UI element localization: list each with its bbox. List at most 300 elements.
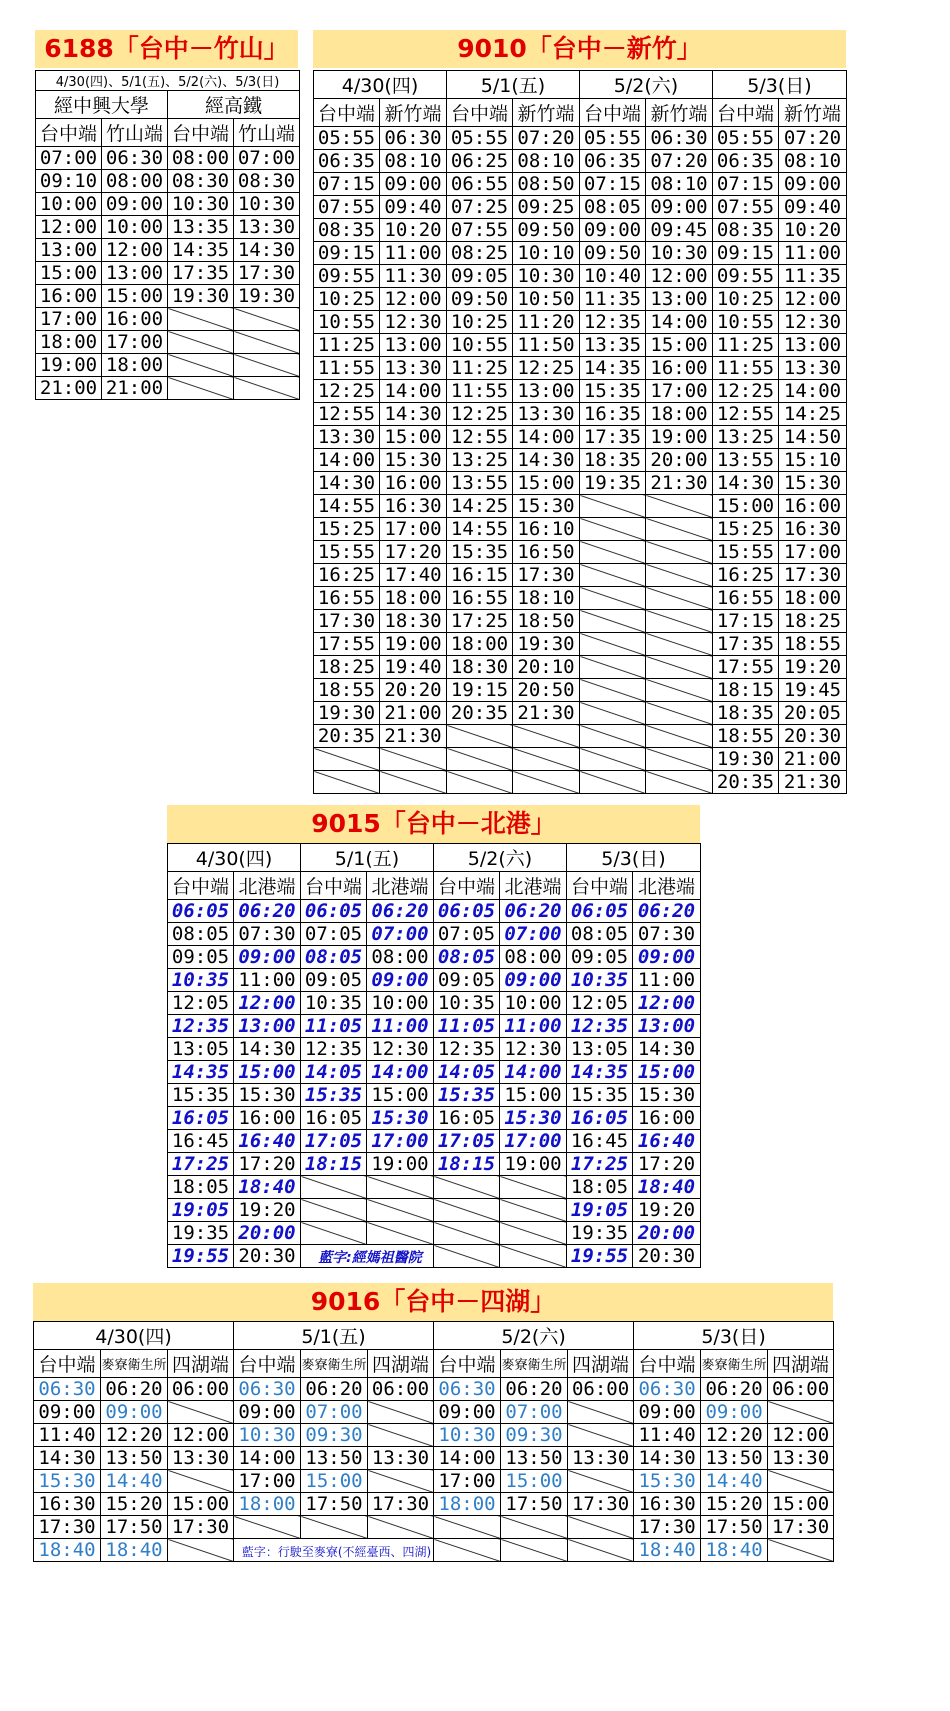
time-cell — [633, 1015, 701, 1038]
time-cell — [779, 357, 847, 380]
time-cell — [634, 1447, 701, 1470]
time-cell — [168, 923, 234, 946]
time-cell — [580, 173, 646, 196]
time-value: 14:00 — [783, 380, 842, 402]
time-value: 07:25 — [450, 196, 509, 218]
time-value: 09:15 — [317, 242, 376, 264]
time-value: 09:00 — [105, 1401, 163, 1423]
no-service-cell — [234, 331, 300, 354]
time-value: 14:25 — [783, 403, 842, 425]
time-cell — [779, 656, 847, 679]
time-cell — [168, 1153, 234, 1176]
time-cell — [102, 331, 168, 354]
no-service-cell — [580, 633, 646, 656]
time-value: 19:20 — [637, 1199, 696, 1221]
day-header: 4/30(四) — [34, 1322, 234, 1350]
table-row — [36, 147, 300, 170]
time-cell — [633, 946, 701, 969]
time-cell — [633, 1199, 701, 1222]
time-cell — [367, 969, 434, 992]
time-value: 19:00 — [504, 1153, 562, 1175]
time-cell — [368, 1493, 434, 1516]
time-value: 15:20 — [105, 1493, 163, 1515]
time-cell — [301, 992, 367, 1015]
time-value: 15:30 — [38, 1470, 96, 1492]
time-cell — [513, 196, 580, 219]
time-value: 09:00 — [38, 1401, 96, 1423]
time-cell — [168, 1516, 234, 1539]
time-value: 10:25 — [317, 288, 376, 310]
time-cell — [434, 1424, 501, 1447]
time-value: 15:00 — [504, 1084, 562, 1106]
time-cell — [447, 541, 513, 564]
no-service-cell — [434, 1176, 500, 1199]
no-service-cell — [314, 771, 380, 794]
time-cell — [779, 495, 847, 518]
time-value: 12:00 — [771, 1424, 830, 1446]
time-value: 12:35 — [171, 1015, 230, 1037]
time-cell — [434, 1061, 500, 1084]
time-cell — [301, 1130, 367, 1153]
time-value: 17:30 — [517, 564, 575, 586]
time-cell — [447, 518, 513, 541]
time-value: 13:30 — [517, 403, 575, 425]
time-cell — [646, 357, 713, 380]
time-cell — [314, 633, 380, 656]
time-cell — [380, 196, 447, 219]
time-cell — [434, 1493, 501, 1516]
time-value: 18:40 — [105, 1539, 163, 1561]
time-value: 10:55 — [716, 311, 775, 333]
no-service-cell — [301, 1516, 368, 1539]
time-value: 15:25 — [716, 518, 775, 540]
time-value: 11:00 — [637, 969, 696, 991]
time-cell — [234, 1199, 301, 1222]
time-value: 17:30 — [237, 262, 296, 284]
time-cell — [779, 748, 847, 771]
day-header: 5/2(六) — [580, 71, 713, 99]
time-cell — [779, 541, 847, 564]
time-cell — [434, 900, 500, 923]
time-value: 15:25 — [317, 518, 376, 540]
time-value: 13:30 — [317, 426, 376, 448]
time-value: 18:00 — [650, 403, 708, 425]
time-value: 07:00 — [237, 147, 296, 169]
time-value: 06:20 — [705, 1378, 763, 1400]
time-value: 09:00 — [650, 196, 708, 218]
time-cell — [301, 1153, 367, 1176]
time-cell — [447, 426, 513, 449]
time-cell — [580, 288, 646, 311]
no-service-cell — [646, 610, 713, 633]
time-cell — [779, 702, 847, 725]
table-row — [168, 1107, 701, 1130]
time-value: 13:30 — [384, 357, 442, 379]
no-service-cell — [368, 1470, 434, 1493]
time-value: 14:30 — [638, 1447, 696, 1469]
no-service-cell — [301, 1199, 367, 1222]
time-value: 18:15 — [716, 679, 775, 701]
time-value: 15:00 — [650, 334, 708, 356]
time-cell — [314, 702, 380, 725]
time-cell — [380, 150, 447, 173]
column-header: 北港端 — [234, 872, 301, 900]
time-value: 15:00 — [517, 472, 575, 494]
time-value: 07:20 — [783, 127, 842, 149]
time-value: 06:05 — [570, 900, 629, 922]
time-cell — [513, 472, 580, 495]
time-value: 06:05 — [437, 900, 496, 922]
time-value: 14:25 — [450, 495, 509, 517]
time-cell — [501, 1424, 568, 1447]
no-service-cell — [368, 1516, 434, 1539]
no-service-cell — [301, 1222, 367, 1245]
time-value: 10:35 — [304, 992, 363, 1014]
time-value: 17:30 — [38, 1516, 96, 1538]
no-service-cell — [580, 771, 646, 794]
time-value: 07:15 — [317, 173, 376, 195]
time-cell — [447, 587, 513, 610]
time-cell — [633, 923, 701, 946]
table-row — [36, 354, 300, 377]
time-cell — [501, 1493, 568, 1516]
time-cell — [367, 1038, 434, 1061]
time-cell — [513, 679, 580, 702]
time-cell — [36, 216, 102, 239]
time-value: 12:00 — [39, 216, 98, 238]
table-row — [168, 1176, 701, 1199]
time-value: 11:00 — [504, 1015, 562, 1037]
time-cell — [513, 403, 580, 426]
time-value: 15:00 — [384, 426, 442, 448]
time-value: 19:05 — [171, 1199, 230, 1221]
time-value: 13:00 — [105, 262, 164, 284]
time-cell — [314, 288, 380, 311]
time-value: 19:35 — [171, 1222, 230, 1244]
column-header: 台中端 — [234, 1350, 301, 1378]
time-value: 21:00 — [384, 702, 442, 724]
time-cell — [713, 610, 779, 633]
time-cell — [36, 377, 102, 400]
time-cell — [779, 725, 847, 748]
time-cell — [314, 150, 380, 173]
time-cell — [500, 1038, 567, 1061]
time-value: 16:50 — [517, 541, 575, 563]
time-cell — [168, 262, 234, 285]
time-value: 14:00 — [650, 311, 708, 333]
time-value: 08:10 — [517, 150, 575, 172]
time-value: 08:25 — [450, 242, 509, 264]
time-value: 09:00 — [371, 969, 429, 991]
time-cell — [580, 311, 646, 334]
column-header: 麥寮衛生所 — [501, 1350, 568, 1378]
time-cell — [101, 1539, 168, 1562]
time-cell — [634, 1516, 701, 1539]
time-cell — [779, 242, 847, 265]
time-value: 06:20 — [505, 1378, 563, 1400]
no-service-cell — [580, 587, 646, 610]
time-value: 10:35 — [437, 992, 496, 1014]
time-cell — [634, 1424, 701, 1447]
no-service-cell — [368, 1424, 434, 1447]
time-value: 17:00 — [384, 518, 442, 540]
time-cell — [580, 219, 646, 242]
time-value: 12:00 — [105, 239, 164, 261]
no-service-cell — [646, 679, 713, 702]
time-cell — [513, 633, 580, 656]
time-value: 16:30 — [783, 518, 842, 540]
time-cell — [234, 1015, 301, 1038]
time-value: 18:00 — [238, 1493, 296, 1515]
time-cell — [380, 495, 447, 518]
time-value: 07:00 — [504, 923, 562, 945]
time-cell — [380, 449, 447, 472]
time-value: 10:00 — [371, 992, 429, 1014]
time-value: 09:40 — [783, 196, 842, 218]
time-cell — [434, 969, 500, 992]
time-cell — [434, 923, 500, 946]
time-value: 11:40 — [638, 1424, 696, 1446]
time-cell — [713, 426, 779, 449]
time-cell — [646, 150, 713, 173]
time-value: 10:00 — [105, 216, 164, 238]
time-value: 18:10 — [517, 587, 575, 609]
time-value: 12:35 — [583, 311, 642, 333]
time-cell — [768, 1424, 834, 1447]
time-cell — [634, 1401, 701, 1424]
time-cell — [367, 1153, 434, 1176]
time-value: 12:05 — [570, 992, 629, 1014]
time-value: 18:30 — [384, 610, 442, 632]
table-row — [168, 969, 701, 992]
column-header: 台中端 — [634, 1350, 701, 1378]
time-cell — [34, 1493, 101, 1516]
no-service-cell — [447, 725, 513, 748]
time-cell — [168, 1176, 234, 1199]
time-value: 16:30 — [638, 1493, 696, 1515]
time-cell — [234, 1107, 301, 1130]
no-service-cell — [513, 725, 580, 748]
column-header: 新竹端 — [380, 99, 447, 127]
time-cell — [380, 426, 447, 449]
time-cell — [34, 1539, 101, 1562]
time-cell — [102, 170, 168, 193]
no-service-cell — [380, 771, 447, 794]
time-cell — [380, 725, 447, 748]
time-value: 20:00 — [238, 1222, 296, 1244]
time-value: 09:00 — [583, 219, 642, 241]
time-cell — [713, 725, 779, 748]
time-cell — [101, 1493, 168, 1516]
time-value: 08:10 — [650, 173, 708, 195]
no-service-cell — [434, 1222, 500, 1245]
time-value: 05:55 — [583, 127, 642, 149]
time-cell — [301, 923, 367, 946]
time-value: 16:30 — [384, 495, 442, 517]
table-row — [314, 610, 847, 633]
time-value: 15:00 — [771, 1493, 830, 1515]
time-value: 16:40 — [637, 1130, 696, 1152]
time-value: 07:30 — [637, 923, 696, 945]
table-row — [36, 170, 300, 193]
time-cell — [701, 1401, 768, 1424]
time-value: 18:00 — [384, 587, 442, 609]
time-cell — [434, 1470, 501, 1493]
time-cell — [779, 288, 847, 311]
time-value: 09:00 — [238, 946, 296, 968]
time-value: 14:00 — [317, 449, 376, 471]
time-value: 21:30 — [517, 702, 575, 724]
time-value: 06:05 — [304, 900, 363, 922]
no-service-cell — [646, 495, 713, 518]
column-header: 台中端 — [713, 99, 779, 127]
time-cell — [779, 449, 847, 472]
time-cell — [34, 1401, 101, 1424]
time-value: 10:30 — [517, 265, 575, 287]
time-cell — [580, 357, 646, 380]
time-cell — [34, 1470, 101, 1493]
time-value: 13:30 — [237, 216, 296, 238]
time-value: 15:00 — [171, 1493, 230, 1515]
time-value: 15:55 — [716, 541, 775, 563]
time-cell — [447, 265, 513, 288]
time-value: 14:00 — [384, 380, 442, 402]
time-cell — [646, 403, 713, 426]
time-value: 06:30 — [384, 127, 442, 149]
time-value: 14:00 — [238, 1447, 296, 1469]
time-cell — [34, 1516, 101, 1539]
time-cell — [500, 1015, 567, 1038]
time-value: 12:30 — [783, 311, 842, 333]
no-service-cell — [646, 518, 713, 541]
time-cell — [633, 969, 701, 992]
time-value: 10:55 — [450, 334, 509, 356]
time-value: 06:30 — [638, 1378, 696, 1400]
no-service-cell — [513, 771, 580, 794]
table-row — [168, 900, 701, 923]
time-value: 20:35 — [450, 702, 509, 724]
time-cell — [713, 656, 779, 679]
time-value: 17:40 — [384, 564, 442, 586]
time-value: 15:30 — [517, 495, 575, 517]
time-value: 18:35 — [583, 449, 642, 471]
time-cell — [779, 265, 847, 288]
time-cell — [368, 1447, 434, 1470]
route-6188 — [35, 30, 298, 400]
route-9015 — [167, 805, 700, 1268]
time-value: 06:20 — [305, 1378, 363, 1400]
time-value: 18:40 — [637, 1176, 696, 1198]
time-cell — [168, 1424, 234, 1447]
time-value: 06:35 — [716, 150, 775, 172]
time-cell — [380, 702, 447, 725]
day-header: 4/30(四) — [314, 71, 447, 99]
time-value: 15:00 — [505, 1470, 563, 1492]
time-value: 05:55 — [716, 127, 775, 149]
time-cell — [168, 1222, 234, 1245]
time-value: 17:00 — [650, 380, 708, 402]
time-cell — [713, 518, 779, 541]
time-cell — [500, 1084, 567, 1107]
day-header: 4/30(四) — [168, 844, 301, 872]
time-value: 13:50 — [305, 1447, 363, 1469]
time-cell — [513, 426, 580, 449]
time-cell — [447, 610, 513, 633]
time-cell — [633, 1038, 701, 1061]
time-cell — [501, 1447, 568, 1470]
time-value: 16:00 — [783, 495, 842, 517]
time-cell — [168, 1245, 234, 1268]
time-cell — [646, 426, 713, 449]
time-cell — [768, 1378, 834, 1401]
time-value: 13:00 — [517, 380, 575, 402]
time-cell — [314, 173, 380, 196]
table-row — [314, 357, 847, 380]
time-value: 17:20 — [384, 541, 442, 563]
time-cell — [447, 357, 513, 380]
time-cell — [234, 1222, 301, 1245]
time-value: 16:00 — [39, 285, 98, 307]
time-cell — [234, 900, 301, 923]
time-cell — [513, 702, 580, 725]
time-value: 21:30 — [783, 771, 842, 793]
time-value: 16:05 — [437, 1107, 496, 1129]
time-value: 12:00 — [171, 1424, 230, 1446]
time-value: 15:00 — [39, 262, 98, 284]
time-cell — [434, 1084, 500, 1107]
time-value: 13:50 — [505, 1447, 563, 1469]
time-cell — [646, 265, 713, 288]
no-service-cell — [580, 725, 646, 748]
time-value: 08:35 — [317, 219, 376, 241]
time-value: 11:25 — [716, 334, 775, 356]
time-cell — [447, 633, 513, 656]
time-value: 20:30 — [238, 1245, 296, 1267]
time-cell — [633, 900, 701, 923]
no-service-cell — [168, 331, 234, 354]
no-service-cell — [646, 633, 713, 656]
table-row — [34, 1447, 834, 1470]
time-value: 18:50 — [517, 610, 575, 632]
time-value: 14:40 — [105, 1470, 163, 1492]
time-value: 11:35 — [583, 288, 642, 310]
time-cell — [380, 334, 447, 357]
time-cell — [36, 285, 102, 308]
table-row — [36, 216, 300, 239]
time-cell — [314, 357, 380, 380]
time-value: 17:00 — [238, 1470, 296, 1492]
time-value: 12:00 — [637, 992, 696, 1014]
time-cell — [314, 426, 380, 449]
time-cell — [380, 541, 447, 564]
time-value: 12:30 — [371, 1038, 429, 1060]
route-9016 — [33, 1283, 833, 1562]
table-row — [36, 285, 300, 308]
time-cell — [434, 992, 500, 1015]
time-value: 18:40 — [238, 1176, 296, 1198]
table-row — [36, 262, 300, 285]
route-9010-table — [313, 70, 847, 794]
column-header: 麥寮衛生所 — [101, 1350, 168, 1378]
time-cell — [513, 288, 580, 311]
route-6188-title: 6188「台中－竹山」 — [35, 30, 298, 68]
time-cell — [234, 285, 300, 308]
time-cell — [434, 1015, 500, 1038]
time-cell — [779, 472, 847, 495]
time-cell — [567, 946, 633, 969]
no-service-cell — [368, 1401, 434, 1424]
column-header: 麥寮衛生所 — [301, 1350, 368, 1378]
